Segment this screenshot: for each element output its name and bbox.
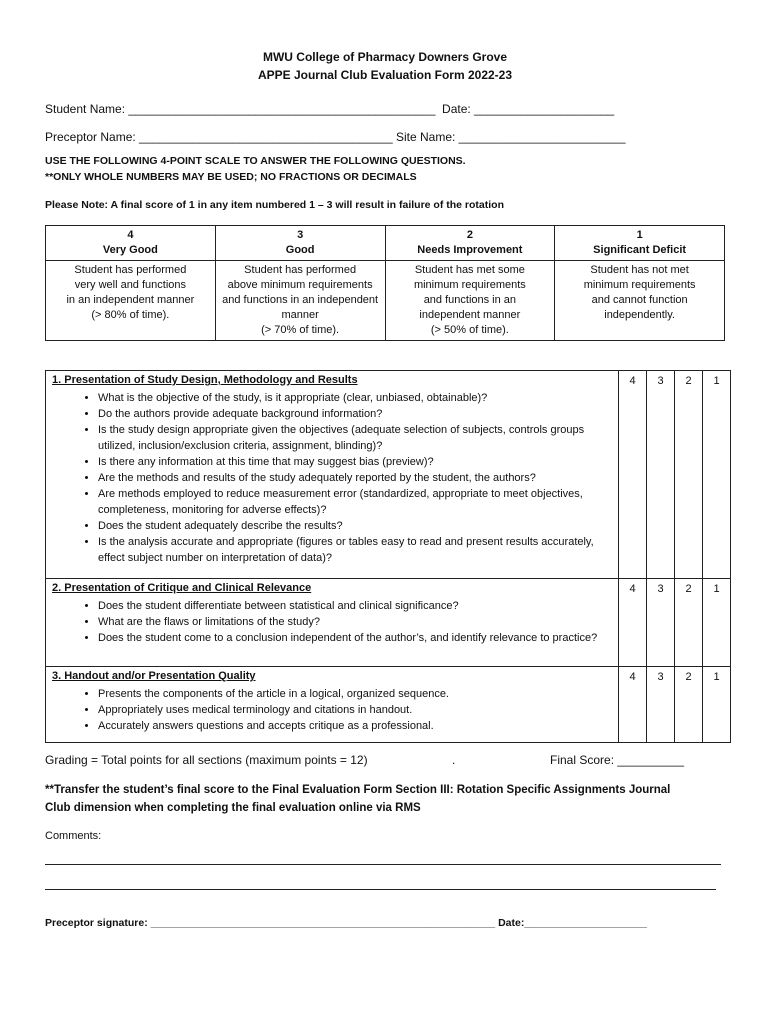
failure-note: Please Note: A final score of 1 in any item numbered 1 – 3 will result in failure of the rotation — [45, 199, 504, 211]
scale-header-1: 1 Significant Deficit — [555, 226, 725, 261]
list-item: • Presents the components of the article in a logical, organized sequence. — [98, 686, 612, 702]
section-criteria — [46, 579, 619, 667]
preceptor-signature-field[interactable]: Preceptor signature: ___________________________________________________________ Date:_____________________ — [45, 917, 647, 929]
list-item: • Are the methods and results of the study adequately reported by the student, the authors? — [98, 470, 612, 486]
section-criteria — [46, 667, 619, 743]
score-option-3[interactable]: 3 — [647, 579, 675, 667]
list-item: • What are the flaws or limitations of the study? — [98, 614, 612, 630]
form-institution: MWU College of Pharmacy Downers Grove — [262, 50, 508, 64]
section-row — [46, 667, 731, 743]
score-option-4[interactable]: 4 — [619, 579, 647, 667]
scale-header-2: 2 Needs Improvement — [385, 226, 555, 261]
score-option-3[interactable]: 3 — [647, 667, 675, 743]
score-option-1[interactable]: 1 — [703, 667, 731, 743]
grading-text: Grading = Total points for all sections (maximum points = 12) — [45, 753, 368, 767]
list-item: • Is the analysis accurate and appropriate (figures or tables easy to read and present results accurately, effect subject number on interpretation of data)? — [98, 534, 612, 566]
scale-header-4: 4 Very Good — [46, 226, 216, 261]
grading-dot: . — [452, 753, 456, 767]
section-row — [46, 371, 731, 579]
scale-desc-4: Student has performed very well and functions in an independent manner (> 80% of time). — [46, 261, 216, 341]
instruction-line-2: **ONLY WHOLE NUMBERS MAY BE USED; NO FRACTIONS OR DECIMALS — [45, 171, 417, 183]
score-option-3[interactable]: 3 — [647, 371, 675, 579]
preceptor-name-field[interactable]: Preceptor Name: ______________________________________ Site Name: _________________________ — [45, 130, 626, 144]
transfer-note-line-2: Club dimension when completing the final evaluation online via RMS — [45, 802, 421, 814]
transfer-note-line-1: **Transfer the student’s final score to the Final Evaluation Form Section III: Rotation Specific Assignments Journal — [45, 784, 671, 796]
comments-label: Comments: — [45, 830, 102, 842]
list-item: • Is the study design appropriate given the objectives (adequate selection of subjects, controls groups utilized, inclusion/exclusion criteria, assignment, blinding)? — [98, 422, 612, 454]
list-item: • Accurately answers questions and accepts critique as a professional. — [98, 718, 612, 734]
evaluation-table — [45, 370, 731, 743]
final-score-field[interactable]: Final Score: __________ — [550, 753, 685, 767]
score-option-1[interactable]: 1 — [703, 371, 731, 579]
comments-line[interactable] — [45, 864, 721, 865]
list-item: • Are methods employed to reduce measurement error (standardized, appropriate to meet objectives, completeness, monitoring for adverse effects)? — [98, 486, 612, 518]
score-option-4[interactable]: 4 — [619, 371, 647, 579]
score-option-2[interactable]: 2 — [675, 667, 703, 743]
section-title: 3. Handout and/or Presentation Quality — [52, 670, 256, 682]
form-title: APPE Journal Club Evaluation Form 2022-23 — [257, 68, 513, 82]
score-option-4[interactable]: 4 — [619, 667, 647, 743]
list-item: • Appropriately uses medical terminology and citations in handout. — [98, 702, 612, 718]
section-row — [46, 579, 731, 667]
list-item: • Does the student adequately describe the results? — [98, 518, 612, 534]
score-option-1[interactable]: 1 — [703, 579, 731, 667]
section-title: 1. Presentation of Study Design, Methodology and Results — [52, 374, 358, 386]
score-option-2[interactable]: 2 — [675, 579, 703, 667]
scale-desc-1: Student has not met minimum requirements and cannot function independently. — [555, 261, 725, 341]
list-item: • Is there any information at this time that may suggest bias (preview)? — [98, 454, 612, 470]
list-item: • Does the student differentiate between statistical and clinical significance? — [98, 598, 612, 614]
list-item: • What is the objective of the study, is it appropriate (clear, unbiased, obtainable)? — [98, 390, 612, 406]
student-name-field[interactable]: Student Name: ______________________________________________ Date: _____________________ — [45, 102, 615, 116]
section-criteria — [46, 371, 619, 579]
instruction-line-1: USE THE FOLLOWING 4-POINT SCALE TO ANSWER THE FOLLOWING QUESTIONS. — [45, 155, 466, 167]
section-title: 2. Presentation of Critique and Clinical Relevance — [52, 582, 312, 594]
scale-desc-2: Student has met some minimum requirements and functions in an independent manner (> 50% of time). — [385, 261, 555, 341]
comments-line[interactable] — [45, 889, 716, 890]
rating-scale-table — [45, 225, 725, 341]
score-option-2[interactable]: 2 — [675, 371, 703, 579]
list-item: • Do the authors provide adequate background information? — [98, 406, 612, 422]
scale-desc-3: Student has performed above minimum requirements and functions in an independent manner (> 70% of time). — [215, 261, 385, 341]
list-item: • Does the student come to a conclusion independent of the author’s, and identify relevance to practice? — [98, 630, 612, 646]
scale-header-3: 3 Good — [215, 226, 385, 261]
